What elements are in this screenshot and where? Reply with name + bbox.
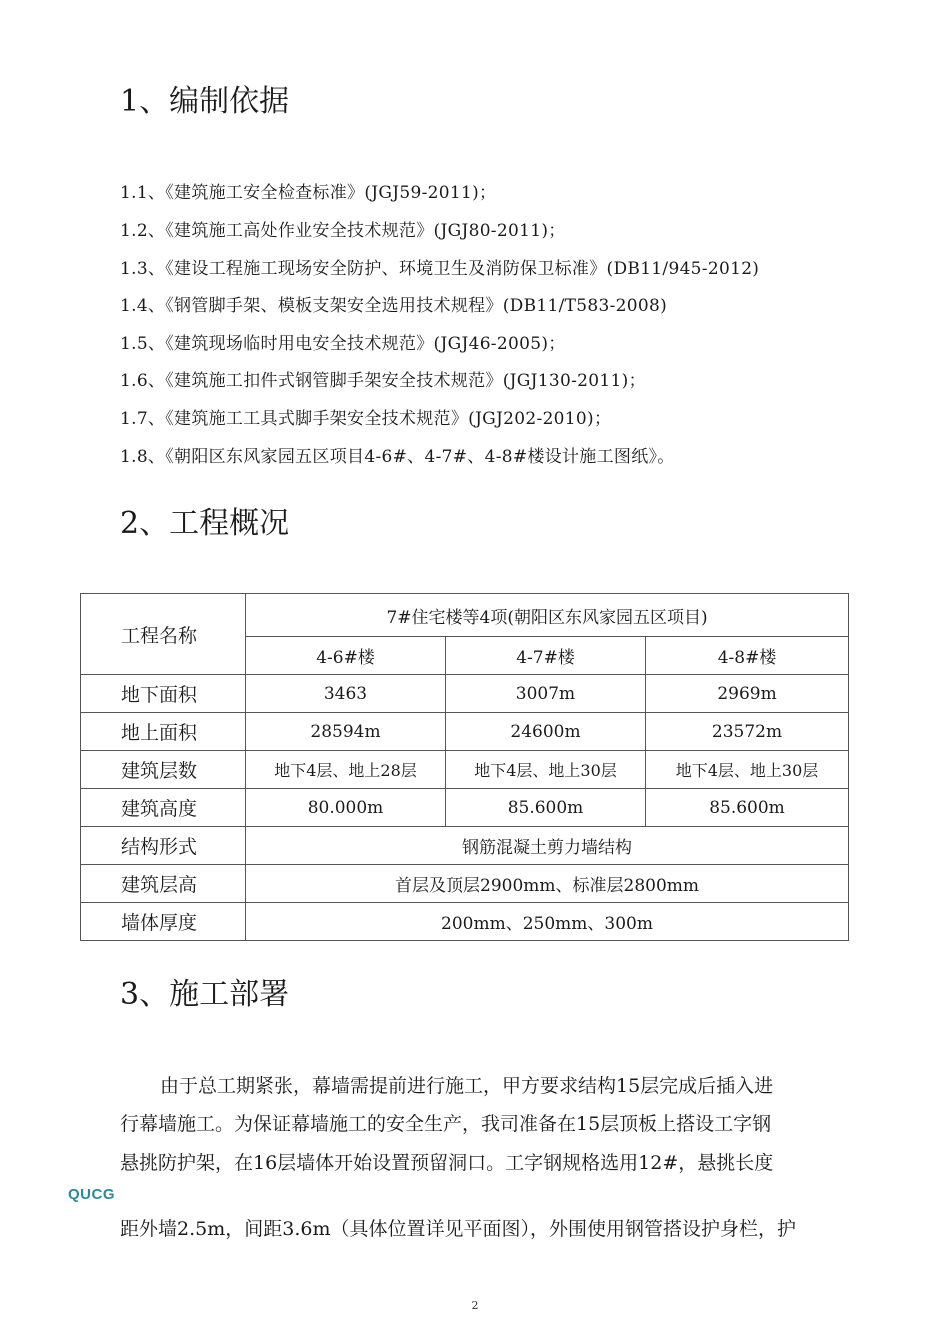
project-overview-table — [80, 593, 849, 941]
table-cell: 地下4层、地上28层 — [246, 751, 446, 789]
table-row — [81, 675, 849, 713]
paragraph-line-3: 悬挑防护架，在16层墙体开始设置预留洞口。工字钢规格选用12#，悬挑长度 — [120, 1152, 774, 1174]
table-row — [81, 789, 849, 827]
reference-item-1: 1.1、《建筑施工安全检查标准》(JGJ59-2011)； — [120, 183, 497, 203]
building-header-3: 4-8#楼 — [646, 637, 849, 675]
row-label: 建筑层数 — [81, 751, 246, 789]
reference-item-2: 1.2、《建筑施工高处作业安全技术规范》(JGJ80-2011)； — [120, 221, 566, 241]
table-row — [81, 713, 849, 751]
row-label: 墙体厚度 — [81, 903, 246, 941]
paragraph-line-4: 距外墙2.5m，间距3.6m（具体位置详见平面图），外围使用钢管搭设护身栏，护 — [120, 1218, 796, 1240]
project-name-label: 工程名称 — [81, 594, 246, 675]
row-label: 结构形式 — [81, 827, 246, 865]
project-name-value: 7#住宅楼等4项(朝阳区东风家园五区项目) — [246, 594, 849, 637]
table-cell: 24600m — [446, 713, 646, 751]
table-cell: 地下4层、地上30层 — [646, 751, 849, 789]
row-label: 建筑层高 — [81, 865, 246, 903]
table-cell: 3463 — [246, 675, 446, 713]
watermark-logo: QUCG — [68, 1186, 115, 1203]
table-cell: 85.600m — [446, 789, 646, 827]
row-label: 建筑高度 — [81, 789, 246, 827]
table-cell: 3007m — [446, 675, 646, 713]
reference-item-4: 1.4、《钢管脚手架、模板支架安全选用技术规程》(DB11/T583-2008) — [120, 296, 668, 316]
paragraph-line-2: 行幕墙施工。为保证幕墙施工的安全生产，我司准备在15层顶板上搭设工字钢 — [120, 1113, 772, 1135]
table-cell: 85.600m — [646, 789, 849, 827]
page-number: 2 — [471, 1299, 479, 1312]
table-row — [81, 751, 849, 789]
reference-item-3: 1.3、《建设工程施工现场安全防护、环境卫生及消防保卫标准》(DB11/945-2012) — [120, 259, 760, 279]
table-cell: 地下4层、地上30层 — [446, 751, 646, 789]
table-row — [81, 594, 849, 637]
table-cell: 80.000m — [246, 789, 446, 827]
row-label: 地下面积 — [81, 675, 246, 713]
table-cell: 200mm、250mm、300m — [246, 903, 849, 941]
table-row — [81, 865, 849, 903]
table-cell: 首层及顶层2900mm、标准层2800mm — [246, 865, 849, 903]
reference-item-6: 1.6、《建筑施工扣件式钢管脚手架安全技术规范》(JGJ130-2011)； — [120, 371, 646, 391]
building-header-2: 4-7#楼 — [446, 637, 646, 675]
reference-item-8: 1.8、《朝阳区东风家园五区项目4-6#、4-7#、4-8#楼设计施工图纸》。 — [120, 447, 675, 467]
reference-item-7: 1.7、《建筑施工工具式脚手架安全技术规范》(JGJ202-2010)； — [120, 409, 612, 429]
section-3-title: 3、施工部署 — [120, 977, 290, 1012]
table-cell: 2969m — [646, 675, 849, 713]
paragraph-line-1: 由于总工期紧张，幕墙需提前进行施工，甲方要求结构15层完成后插入进 — [160, 1075, 774, 1097]
table-row — [81, 827, 849, 865]
reference-item-5: 1.5、《建筑现场临时用电安全技术规范》(JGJ46-2005)； — [120, 334, 566, 354]
section-2-title: 2、工程概况 — [120, 506, 290, 541]
table-cell: 钢筋混凝土剪力墙结构 — [246, 827, 849, 865]
section-1-title: 1、编制依据 — [120, 84, 290, 119]
table-row — [81, 903, 849, 941]
row-label: 地上面积 — [81, 713, 246, 751]
building-header-1: 4-6#楼 — [246, 637, 446, 675]
table-cell: 23572m — [646, 713, 849, 751]
table-cell: 28594m — [246, 713, 446, 751]
